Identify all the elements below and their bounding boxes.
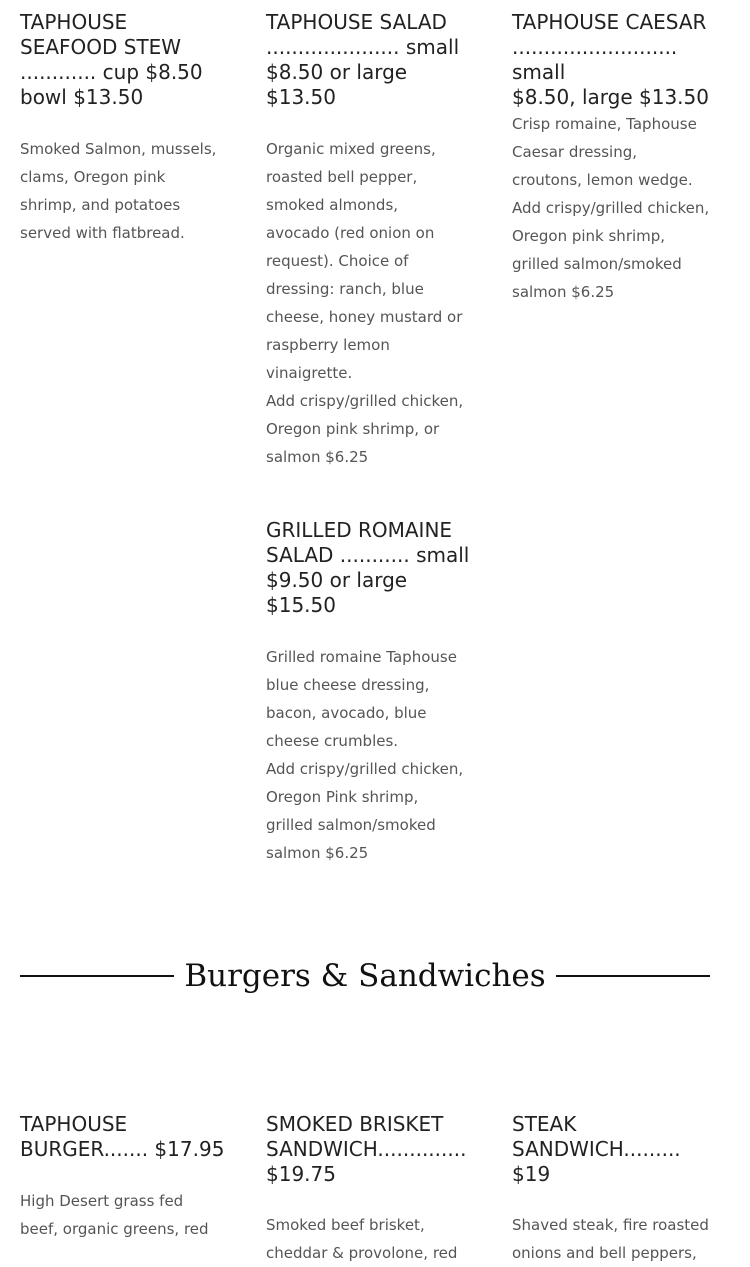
- taphouse-salad-description: Organic mixed greens, roasted bell pepper, smoked almonds, avocado (red onion on request). Choice of dressing: ranch, blue cheese, honey mustard or raspberry lemon vinaigrette. Add crispy/grilled chicken, Oregon pink shrimp, or salmon $6.25: [266, 140, 464, 466]
- smoked-brisket-title: SMOKED BRISKET SANDWICH.............. $19.75: [266, 1112, 467, 1186]
- taphouse-caesar-description: Crisp romaine, Taphouse Caesar dressing, croutons, lemon wedge. Add crispy/grilled chicken, Oregon pink shrimp, grilled salmon/smoked salmon $6.25: [512, 115, 710, 301]
- section-divider-left: [20, 975, 174, 977]
- taphouse-caesar-title: TAPHOUSE CAESAR .......................... small $8.50, large $13.50: [512, 10, 709, 109]
- taphouse-salad-title: TAPHOUSE SALAD ..................... small $8.50 or large $13.50: [266, 10, 460, 109]
- taphouse-burger-title: TAPHOUSE BURGER....... $17.95: [20, 1112, 225, 1161]
- burgers-section-header: [20, 952, 710, 1000]
- grilled-romaine-title: GRILLED ROMAINE SALAD ........... small $9.50 or large $15.50: [266, 518, 470, 617]
- steak-sandwich-title: STEAK SANDWICH......... $19: [512, 1112, 681, 1186]
- grilled-romaine-description: Grilled romaine Taphouse blue cheese dressing, bacon, avocado, blue cheese crumbles. Add crispy/grilled chicken, Oregon Pink shrimp, grilled salmon/smoked salmon $6.25: [266, 648, 464, 862]
- section-divider-right: [556, 975, 710, 977]
- seafood-stew-description: Smoked Salmon, mussels, clams, Oregon pink shrimp, and potatoes served with flatbread.: [20, 140, 217, 242]
- steak-sandwich-description: Shaved steak, fire roasted onions and bell peppers,: [512, 1216, 709, 1262]
- smoked-brisket-description: Smoked beef brisket, cheddar & provolone, red: [266, 1216, 458, 1262]
- taphouse-burger-description: High Desert grass fed beef, organic greens, red: [20, 1192, 209, 1238]
- seafood-stew-title: TAPHOUSE SEAFOOD STEW ............ cup $8.50 bowl $13.50: [20, 10, 203, 109]
- burgers-section-title: Burgers & Sandwiches: [184, 958, 546, 994]
